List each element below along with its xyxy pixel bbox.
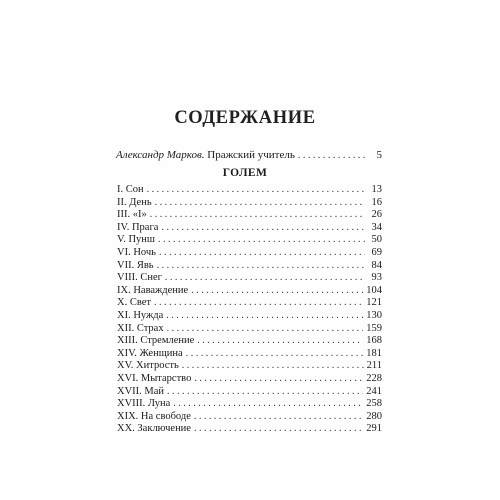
dot-leader [194,423,363,436]
dot-leader [182,360,364,373]
chapter-entry[interactable] [117,423,382,436]
dot-leader [158,234,365,247]
chapter-title: VIII. Снег [117,272,162,284]
chapter-title: I. Сон [117,184,144,195]
dot-leader [159,247,365,260]
chapter-entry[interactable] [117,285,382,298]
chapter-title: XV. Хитрость [117,360,179,372]
chapter-title: IV. Прага [117,221,159,233]
chapter-entry[interactable] [117,386,382,399]
chapter-title: XVI. Мытарство [117,372,192,384]
chapter-entry[interactable] [117,335,382,348]
chapter-title: IX. Наваждение [117,284,189,296]
foreword-title: Пражский учитель [207,149,295,161]
chapter-page-number: 241 [366,385,382,397]
chapter-entry[interactable] [117,411,382,424]
dot-leader [191,285,363,298]
chapter-list [117,184,382,436]
chapter-page-number: 211 [366,360,382,372]
chapter-entry[interactable] [117,247,382,260]
chapter-page-number: 291 [366,423,382,435]
dot-leader [298,150,365,161]
dot-leader [194,411,363,424]
chapter-page-number: 104 [366,284,382,296]
dot-leader [150,209,365,222]
dot-leader [165,272,365,285]
dot-leader [197,335,363,348]
chapter-title: XVIII. Луна [117,398,171,410]
chapter-entry[interactable] [117,197,382,210]
chapter-page-number: 168 [366,335,382,347]
chapter-title: XIII. Стремление [117,335,195,347]
chapter-page-number: 50 [371,234,382,246]
chapter-page-number: 258 [366,398,382,410]
chapter-title: XI. Нужда [117,309,164,321]
dot-leader [167,386,363,399]
chapter-page-number: 26 [371,209,382,221]
chapter-entry[interactable] [117,209,382,222]
chapter-page-number: 34 [371,221,382,233]
chapter-title: XX. Заключение [117,423,191,435]
chapter-entry[interactable] [117,373,382,386]
chapter-entry[interactable] [117,222,382,235]
chapter-entry[interactable] [117,398,382,411]
dot-leader [166,310,363,323]
dot-leader [154,297,363,310]
chapter-title: XII. Страх [117,322,164,334]
dot-leader [194,373,363,386]
chapter-page-number: 159 [366,322,382,334]
dot-leader [157,260,365,273]
chapter-title: XVII. Май [117,385,165,397]
chapter-title: III. «I» [117,209,147,221]
foreword-author: Александр Марков. [116,149,205,161]
chapter-page-number: 181 [366,347,382,359]
section-title: ГОЛЕМ [222,167,268,179]
chapter-entry[interactable] [117,348,382,361]
dot-leader [155,197,365,210]
chapter-entry[interactable] [117,260,382,273]
chapter-entry[interactable] [117,184,382,197]
chapter-entry[interactable] [117,310,382,323]
foreword-page-number: 5 [376,149,382,161]
chapter-title: V. Пунш [117,234,156,246]
chapter-entry[interactable] [117,234,382,247]
chapter-title: XIX. На свободе [117,410,191,422]
chapter-page-number: 130 [366,309,382,321]
chapter-page-number: 16 [371,196,382,208]
chapter-page-number: 93 [371,272,382,284]
chapter-entry[interactable] [117,323,382,336]
chapter-page-number: 84 [371,259,382,271]
chapter-title: II. День [117,196,152,208]
chapter-entry[interactable] [117,360,382,373]
chapter-title: XIV. Женщина [117,347,183,359]
chapter-entry[interactable] [117,297,382,310]
chapter-title: VI. Ночь [117,246,156,258]
chapter-page-number: 121 [366,297,382,309]
contents-heading: СОДЕРЖАНИЕ [174,108,316,128]
chapter-page-number: 228 [366,372,382,384]
foreword-entry[interactable] [116,149,382,161]
chapter-title: X. Свет [117,297,151,309]
chapter-page-number: 280 [366,410,382,422]
dot-leader [161,222,365,235]
chapter-entry[interactable] [117,272,382,285]
chapter-title: VII. Явь [117,259,154,271]
dot-leader [186,348,364,361]
dot-leader [167,323,364,336]
dot-leader [173,398,363,411]
chapter-page-number: 69 [371,246,382,258]
chapter-page-number: 13 [371,184,382,195]
dot-leader [147,184,365,197]
